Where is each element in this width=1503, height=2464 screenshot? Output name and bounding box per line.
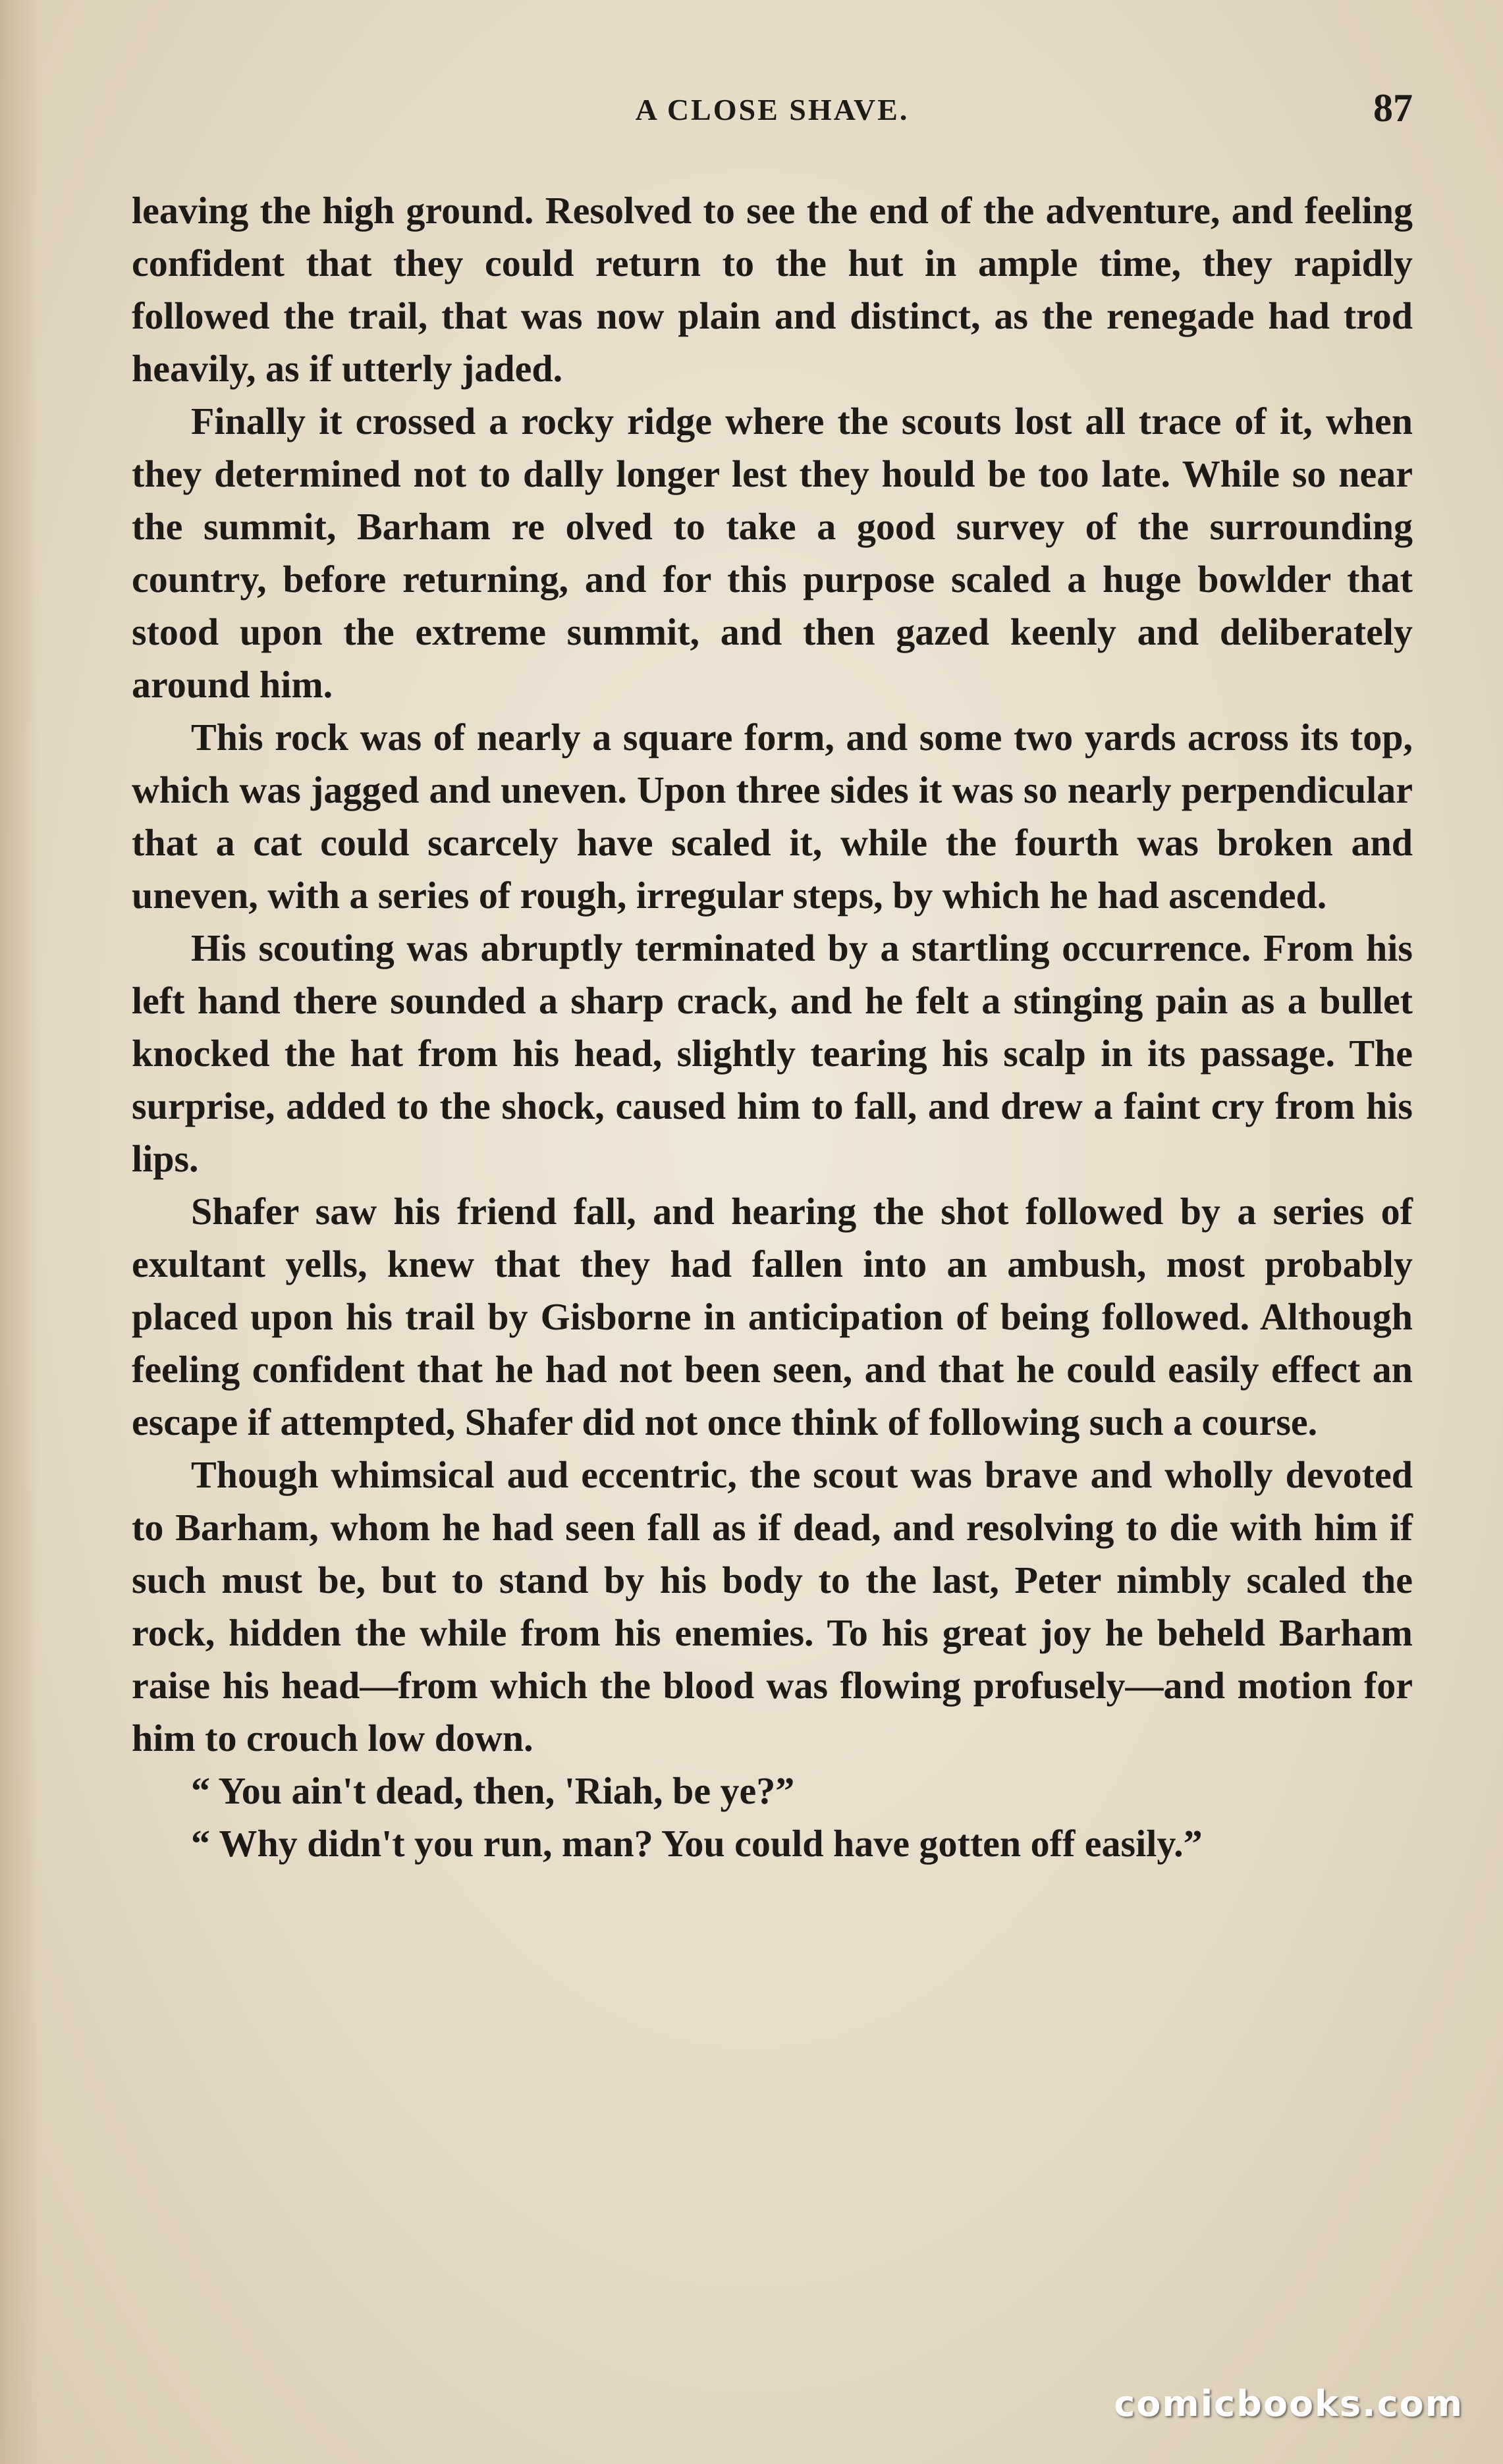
paragraph-4: His scouting was abruptly terminated by a startling occurrence. From his left hand there sounded a sharp crack, and he felt a stinging pain as a bullet knocked the hat from his head, slightly tearing his scalp in its passage. The surprise, added to the shock, caused him to fall, and drew a faint cry from his lips.: [132, 926, 1413, 1180]
paragraph-2: Finally it crossed a rocky ridge where the scouts lost all trace of it, when they determined not to dally longer lest they hould be too late. While so near the summit, Barham re olved to take a good survey of the surrounding country, before returning, and for this purpose scaled a huge bowlder that stood upon the extreme summit, and then gazed keenly and deliberately around him.: [132, 400, 1413, 706]
page-edge-shadow: [0, 0, 40, 2464]
page-header: [132, 86, 1413, 145]
running-title: A CLOSE SHAVE.: [635, 93, 910, 126]
paragraph-5: Shafer saw his friend fall, and hearing the shot followed by a series of exultant yells, knew that they had fallen into an ambush, most probably placed upon his trail by Gisborne in anticipation of being followed. Although feeling confident that he had not been seen, and that he could easily effect an escape if attempted, Shafer did not once think of following such a course.: [132, 1190, 1413, 1443]
paragraph-3: This rock was of nearly a square form, and some two yards across its top, which was jagged and uneven. Upon three sides it was so nearly perpendicular that a cat could scarcely have scaled it, while the fourth was broken and uneven, with a series of rough, irregular steps, by which he had ascended.: [132, 716, 1413, 917]
paragraph-1: leaving the high ground. Resolved to see the end of the adventure, and feeling confident that they could return to the hut in ample time, they rapidly followed the trail, that was now plain and distinct, as the renegade had trod heavily, as if utterly jaded.: [132, 189, 1413, 390]
dialogue-line-2: “ Why didn't you run, man? You could have gotten off easily.”: [191, 1822, 1203, 1865]
watermark: comicbooks.com: [1114, 2383, 1463, 2424]
paragraph-6: Though whimsical aud eccentric, the scout was brave and wholly devoted to Barham, whom he had seen fall as if dead, and resolving to die with him if such must be, but to stand by his body to the last, Peter nimbly scaled the rock, hidden the while from his enemies. To his great joy he beheld Barham raise his head—from which the blood was flowing profusely—and motion for him to crouch low down.: [132, 1453, 1413, 1759]
dialogue-line-1: “ You ain't dead, then, 'Riah, be ye?”: [191, 1769, 795, 1812]
body-text: [132, 184, 1413, 1870]
page-number: 87: [1373, 86, 1413, 130]
